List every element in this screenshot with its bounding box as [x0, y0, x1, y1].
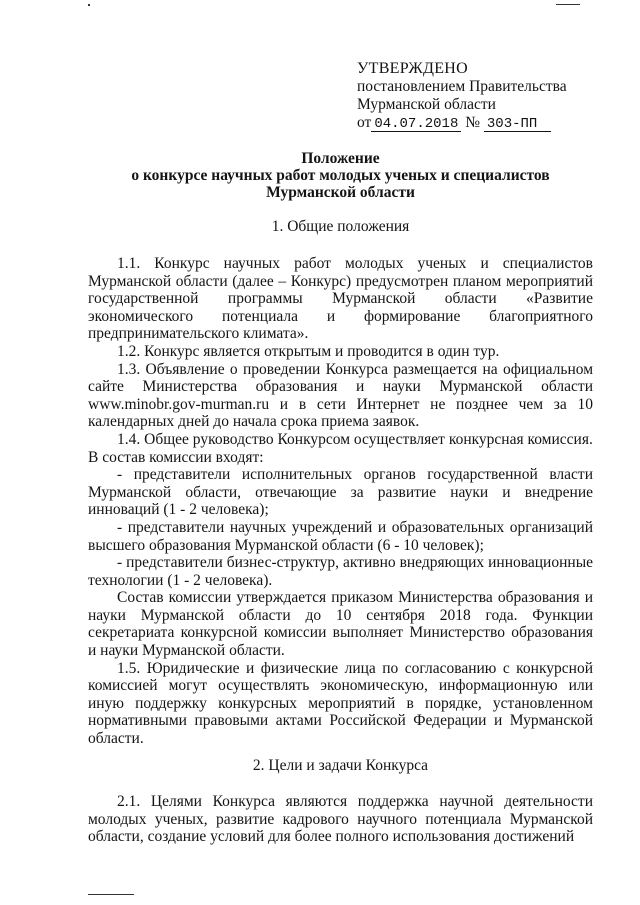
- approval-date-prefix: от: [357, 114, 372, 131]
- paragraph-1-3: 1.3. Объявление о проведении Конкурса размещается на официальном сайте Министерства образования и науки Мурманской области www.minobr.gov-murman.ru и в сети Интернет не позднее чем за 10 календарных дней до начала срока приема заявок.: [88, 360, 593, 431]
- paragraph-1-4-cont: В состав комиссии входят:: [88, 448, 264, 466]
- paragraph-1-4: 1.4. Общее руководство Конкурсом осуществляет конкурсная комиссия.: [117, 430, 593, 448]
- bullet-2: - представители научных учреждений и образовательных организаций высшего образования Мурманской области (6 - 10 человек);: [88, 518, 593, 554]
- title-line-3: Мурманской области: [266, 184, 415, 201]
- section-2-body: [88, 793, 593, 846]
- section-1-heading: 1. Общие положения: [271, 218, 410, 235]
- bullet-3: - представители бизнес-структур, активно внедряющих инновационные технологии (1 - 2 человека).: [88, 554, 593, 589]
- paragraph-2-1: 2.1. Целями Конкурса являются поддержка научной деятельности молодых ученых, развитие кадрового научного потенциала Мурманской области, создание условий для более полного использования достижений: [88, 793, 593, 846]
- section-2-heading: 2. Цели и задачи Конкурса: [252, 757, 429, 774]
- approval-number-sign: №: [465, 114, 481, 131]
- title-line-1: Положение: [301, 150, 380, 167]
- paragraph-composition: Состав комиссии утверждается приказом Министерства образования и науки Мурманской области до 10 сентября 2018 года. Функции секретариата конкурсной комиссии выполняет Министерство образования и науки Мурманской области.: [88, 589, 593, 660]
- paragraph-1-1: 1.1. Конкурс научных работ молодых ученых и специалистов Мурманской области (далее – Конкурс) предусмотрен планом мероприятий государственной программы Мурманской области «Развитие экономического потенциала и формирование благоприятного предпринимательского климата».: [88, 255, 593, 343]
- approval-block: [357, 60, 607, 132]
- approval-number: 303-ПП: [484, 117, 551, 132]
- document-title: [88, 150, 593, 201]
- approval-date: 04.07.2018: [371, 117, 461, 132]
- scan-mark-top-right: [556, 4, 580, 5]
- approval-date-line: [357, 114, 607, 132]
- paragraph-1-2: 1.2. Конкурс является открытым и проводится в один тур.: [117, 342, 500, 360]
- paragraph-1-5: 1.5. Юридические и физические лица по согласованию с конкурсной комиссией могут осуществлять экономическую, информационную или иную поддержку конкурсных мероприятий в порядке, установленном нормативными правовыми актами Российской Федерации и Мурманской области.: [88, 659, 593, 748]
- scan-mark-bottom: [88, 894, 134, 895]
- bullet-1: - представители исполнительных органов государственной власти Мурманской области, отвечающие за развитие науки и внедрение инноваций (1 - 2 человека);: [88, 466, 593, 519]
- approval-heading: УТВЕРЖДЕНО: [357, 60, 469, 77]
- title-line-2: о конкурсе научных работ молодых ученых и специалистов: [131, 167, 550, 184]
- approval-line-2: Мурманской области: [357, 96, 496, 113]
- section-1-body: [88, 255, 593, 748]
- approval-line-1: постановлением Правительства: [357, 78, 567, 95]
- scan-mark-top: [88, 4, 90, 6]
